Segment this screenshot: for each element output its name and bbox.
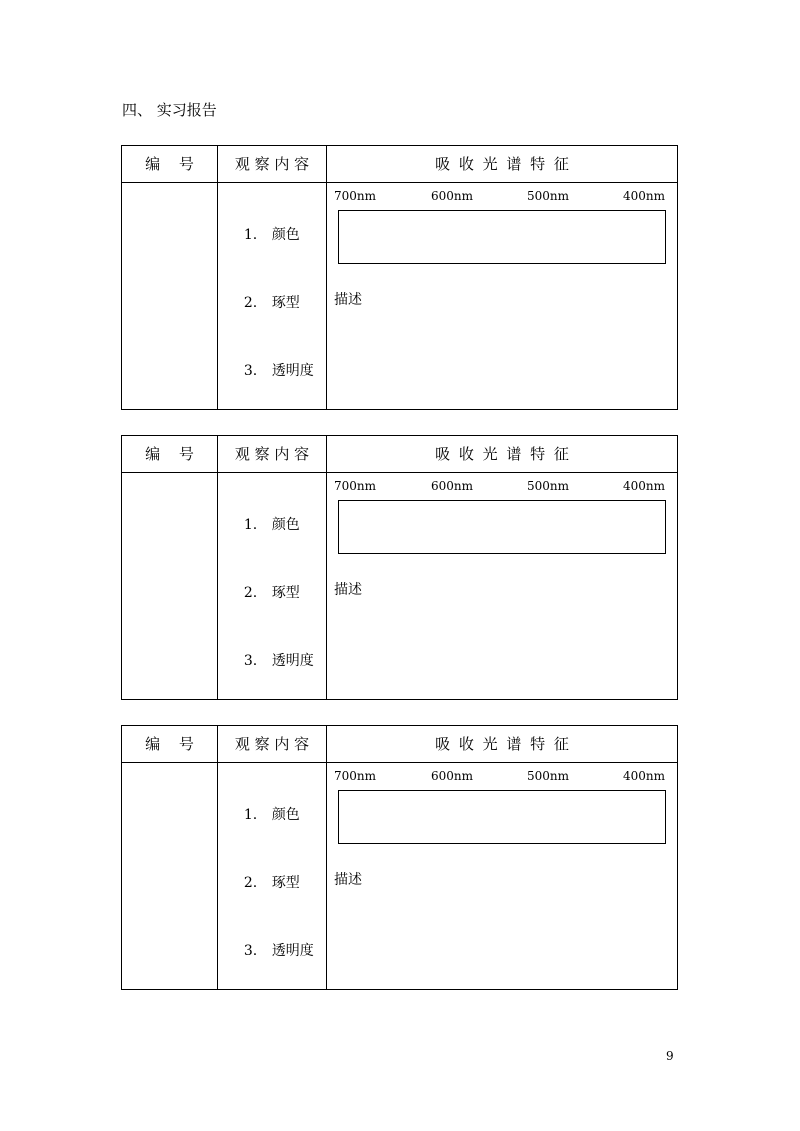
observation-label: 颜色 bbox=[271, 517, 300, 533]
observation-item-transparency bbox=[226, 344, 314, 398]
column-divider bbox=[326, 726, 327, 989]
observation-number: 1. bbox=[243, 227, 258, 243]
observation-label: 琢型 bbox=[271, 875, 300, 891]
wavelength-label-400: 400nm bbox=[623, 769, 666, 783]
header-divider bbox=[122, 762, 677, 763]
observation-number: 2. bbox=[243, 295, 258, 311]
header-spectrum: 吸 收 光 谱 特 征 bbox=[435, 445, 569, 463]
column-divider bbox=[326, 146, 327, 409]
observation-label: 透明度 bbox=[271, 943, 314, 959]
header-divider bbox=[122, 182, 677, 183]
description-label: 描述 bbox=[334, 582, 362, 598]
observation-number: 3. bbox=[243, 363, 258, 379]
wavelength-label-400: 400nm bbox=[623, 189, 666, 203]
observation-label: 颜色 bbox=[271, 227, 300, 243]
observation-label: 琢型 bbox=[271, 585, 300, 601]
observation-label: 透明度 bbox=[271, 363, 314, 379]
wavelength-label-700: 700nm bbox=[334, 479, 377, 493]
observation-number: 3. bbox=[243, 653, 258, 669]
observation-item-cut bbox=[226, 856, 300, 910]
wavelength-label-500: 500nm bbox=[527, 479, 570, 493]
observation-item-color bbox=[226, 208, 300, 262]
observation-label: 颜色 bbox=[271, 807, 300, 823]
wavelength-label-600: 600nm bbox=[431, 769, 474, 783]
observation-item-transparency bbox=[226, 924, 314, 978]
observation-item-color bbox=[226, 788, 300, 842]
observation-number: 2. bbox=[243, 875, 258, 891]
wavelength-label-700: 700nm bbox=[334, 769, 377, 783]
page-number: 9 bbox=[666, 1049, 674, 1063]
observation-number: 1. bbox=[243, 807, 258, 823]
header-number: 编 号 bbox=[145, 155, 194, 173]
observation-number: 1. bbox=[243, 517, 258, 533]
observation-item-cut bbox=[226, 276, 300, 330]
observation-label: 琢型 bbox=[271, 295, 300, 311]
header-number: 编 号 bbox=[145, 445, 194, 463]
observation-label: 透明度 bbox=[271, 653, 314, 669]
description-label: 描述 bbox=[334, 292, 362, 308]
observation-item-color bbox=[226, 498, 300, 552]
header-observation: 观 察 内 容 bbox=[234, 735, 310, 753]
spectrum-drawing-box bbox=[338, 210, 666, 264]
report-table-2 bbox=[121, 435, 678, 700]
spectrum-drawing-box bbox=[338, 500, 666, 554]
observation-item-transparency bbox=[226, 634, 314, 688]
header-spectrum: 吸 收 光 谱 特 征 bbox=[435, 155, 569, 173]
header-spectrum: 吸 收 光 谱 特 征 bbox=[435, 735, 569, 753]
column-divider bbox=[217, 436, 218, 699]
wavelength-label-500: 500nm bbox=[527, 769, 570, 783]
wavelength-label-500: 500nm bbox=[527, 189, 570, 203]
report-table-3 bbox=[121, 725, 678, 990]
wavelength-label-600: 600nm bbox=[431, 189, 474, 203]
column-divider bbox=[217, 726, 218, 989]
observation-item-cut bbox=[226, 566, 300, 620]
observation-number: 2. bbox=[243, 585, 258, 601]
wavelength-label-700: 700nm bbox=[334, 189, 377, 203]
header-divider bbox=[122, 472, 677, 473]
header-observation: 观 察 内 容 bbox=[234, 445, 310, 463]
header-number: 编 号 bbox=[145, 735, 194, 753]
wavelength-label-600: 600nm bbox=[431, 479, 474, 493]
header-observation: 观 察 内 容 bbox=[234, 155, 310, 173]
wavelength-label-400: 400nm bbox=[623, 479, 666, 493]
column-divider bbox=[326, 436, 327, 699]
column-divider bbox=[217, 146, 218, 409]
section-title: 四、 实习报告 bbox=[122, 101, 217, 119]
observation-number: 3. bbox=[243, 943, 258, 959]
spectrum-drawing-box bbox=[338, 790, 666, 844]
description-label: 描述 bbox=[334, 872, 362, 888]
report-table-1 bbox=[121, 145, 678, 410]
